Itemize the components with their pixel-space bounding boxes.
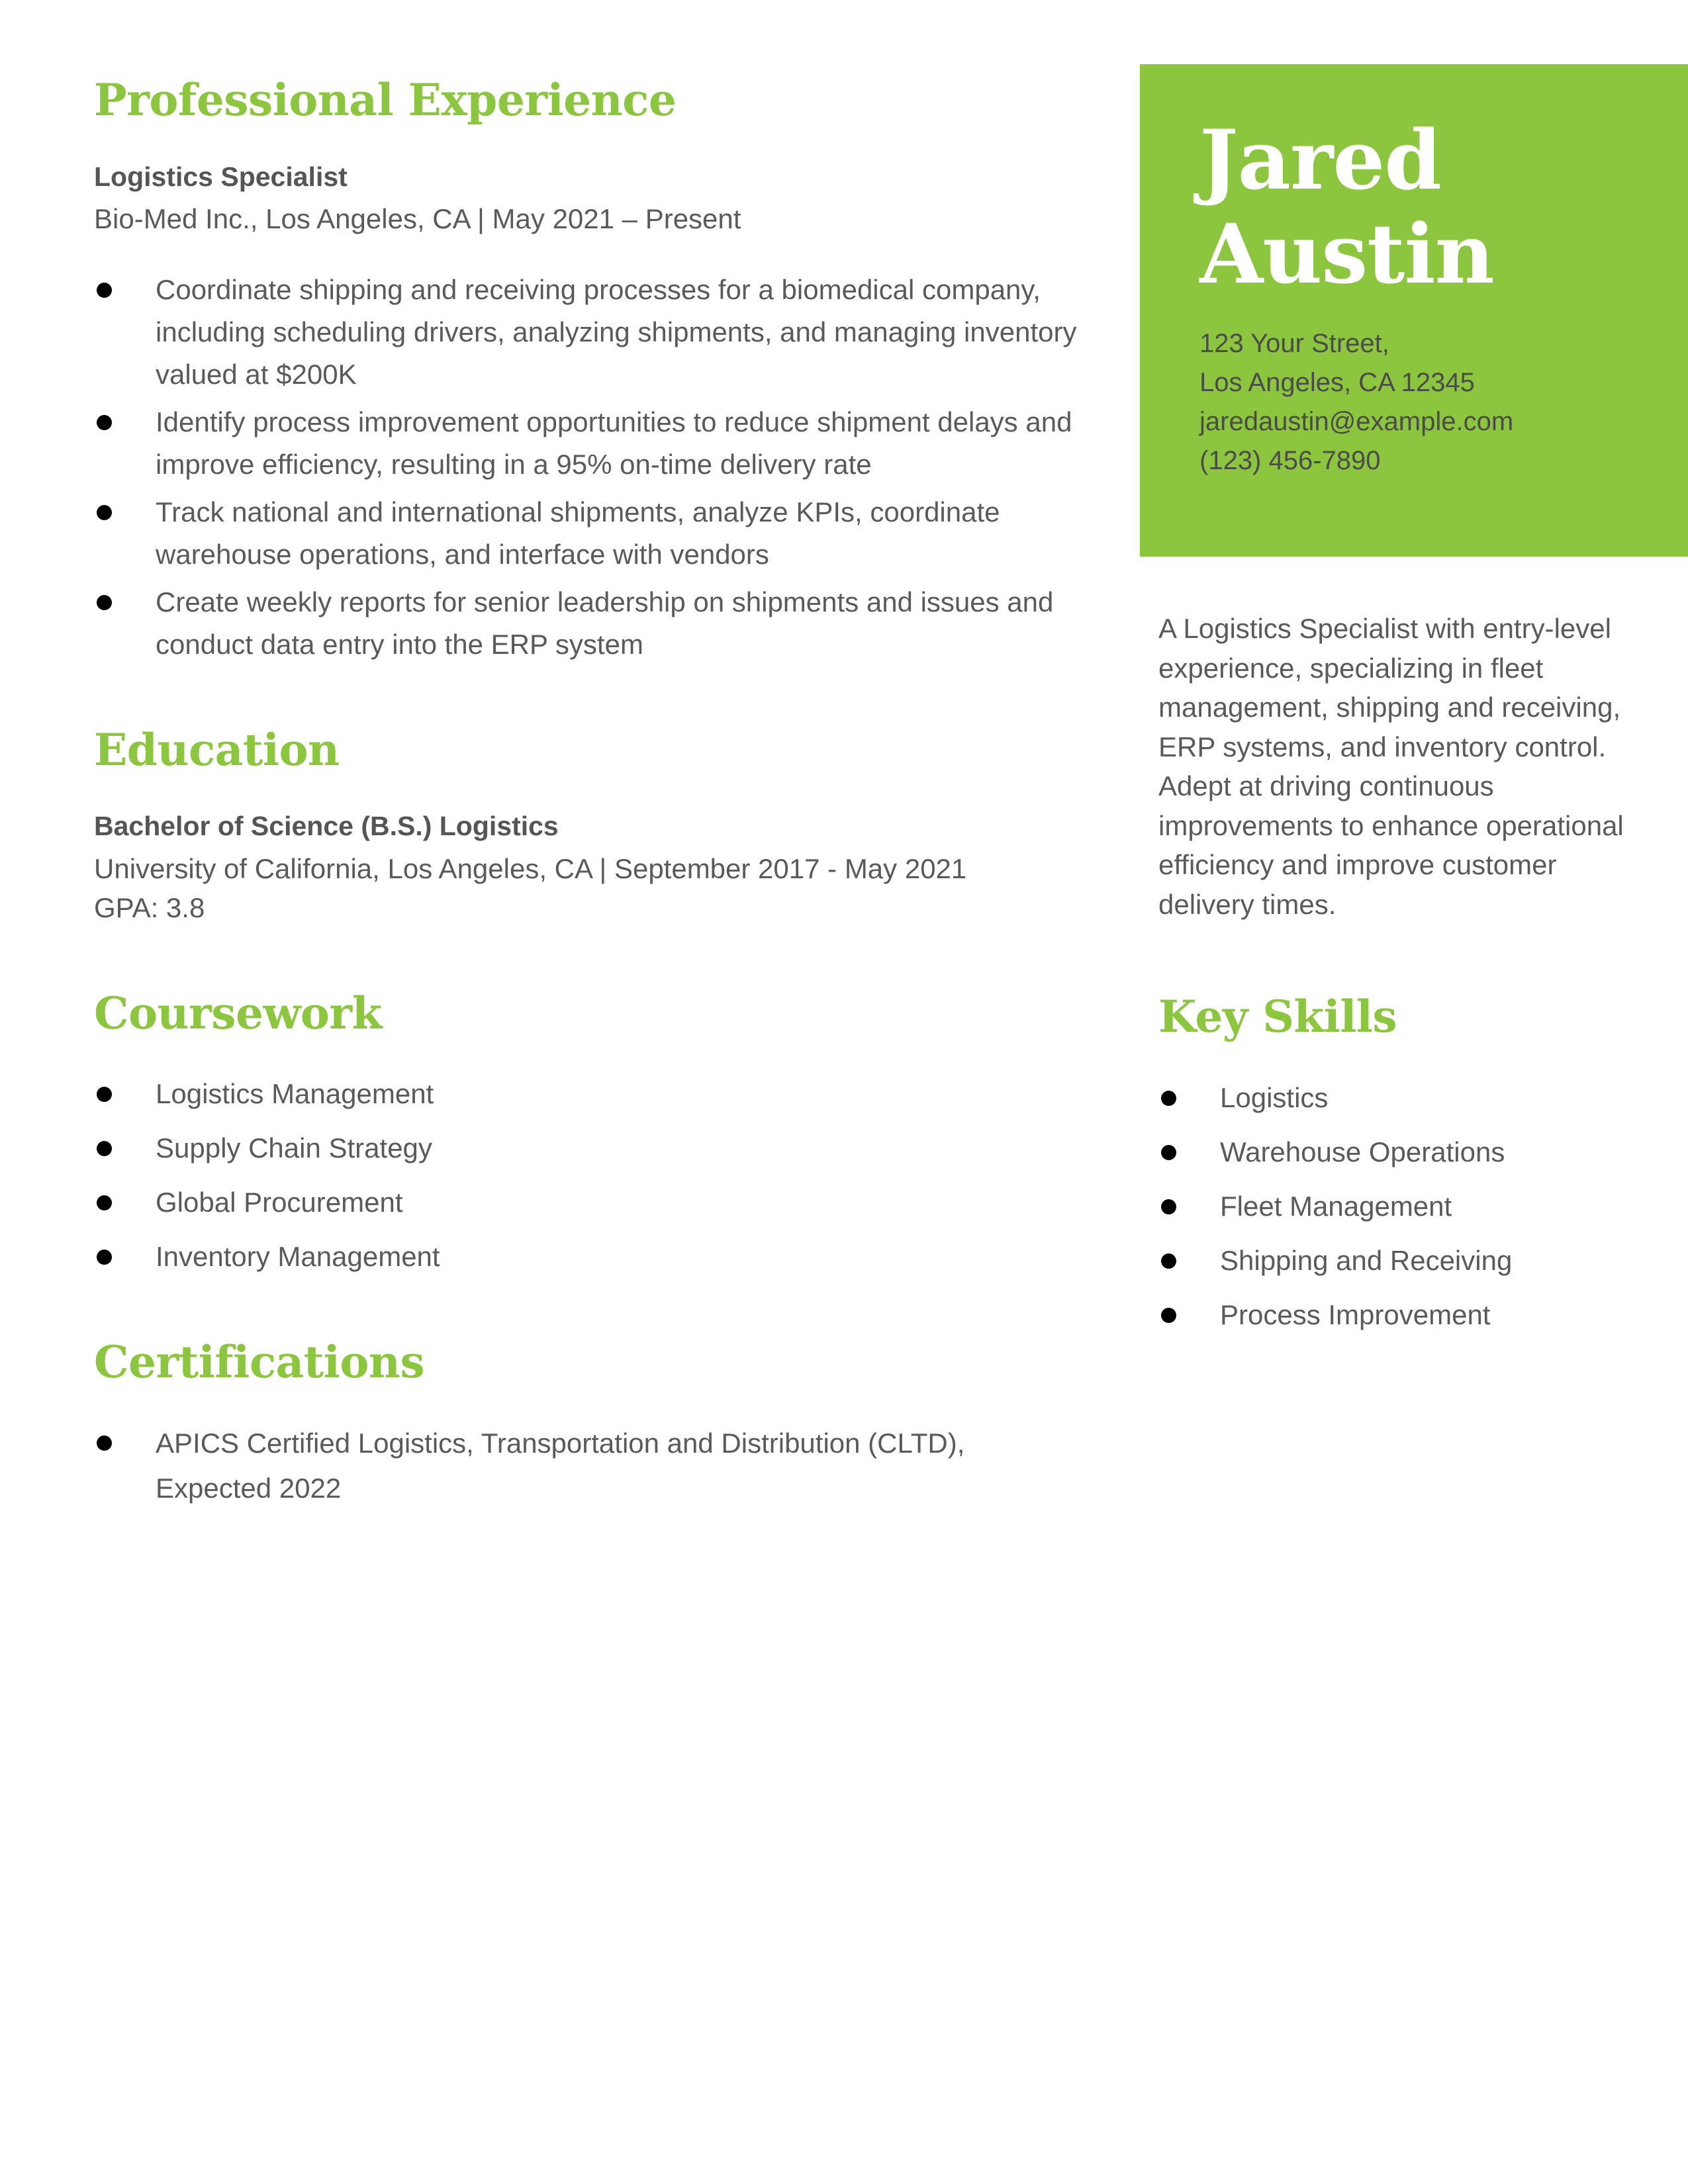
experience-bullet: Coordinate shipping and receiving processes for a biomedical company, including scheduling drivers, analyzing shipments, and managing inventory valued at $200K: [94, 269, 1087, 396]
skill-item: Warehouse Operations: [1158, 1133, 1635, 1171]
coursework-section: [94, 989, 1087, 1277]
experience-section: [94, 76, 1087, 666]
last-name: Austin: [1199, 206, 1494, 302]
coursework-item: Global Procurement: [94, 1183, 1087, 1222]
experience-bullet: Create weekly reports for senior leadership on shipments and issues and conduct data entry into the ERP system: [94, 581, 1087, 666]
contact-info: [1199, 324, 1513, 480]
gpa: GPA: 3.8: [94, 891, 205, 923]
side-column: [1158, 609, 1635, 1350]
skills-list: [1158, 1079, 1635, 1334]
certification-item: APICS Certified Logistics, Transportation and Distribution (CLTD), Expected 2022: [94, 1421, 1087, 1511]
candidate-name: [1199, 114, 1494, 302]
contact-street: 123 Your Street,: [1199, 329, 1389, 358]
skill-item: Fleet Management: [1158, 1187, 1635, 1226]
contact-city: Los Angeles, CA 12345: [1199, 368, 1475, 397]
skill-item: Shipping and Receiving: [1158, 1242, 1635, 1280]
main-column: [94, 76, 1087, 1511]
experience-heading: Professional Experience: [94, 74, 677, 126]
contact-email[interactable]: jaredaustin@example.com: [1199, 407, 1514, 436]
coursework-item: Supply Chain Strategy: [94, 1129, 1087, 1167]
school: University of California, Los Angeles, CA | September 2017 - May 2021: [94, 852, 967, 884]
certifications-section: [94, 1338, 1087, 1511]
skill-item: Logistics: [1158, 1079, 1635, 1117]
name-contact-panel: [1140, 64, 1688, 557]
degree: Bachelor of Science (B.S.) Logistics: [94, 811, 559, 842]
experience-bullet: Identify process improvement opportunities to reduce shipment delays and improve efficiency, resulting in a 95% on-time delivery rate: [94, 401, 1087, 486]
education-section: [94, 723, 1087, 927]
certifications-heading: Certifications: [94, 1336, 424, 1388]
coursework-item: Logistics Management: [94, 1075, 1087, 1113]
education-heading: Education: [94, 723, 340, 776]
job-meta: Bio-Med Inc., Los Angeles, CA | May 2021 – Present: [94, 203, 741, 234]
job-title: Logistics Specialist: [94, 161, 348, 192]
skills-heading: Key Skills: [1158, 991, 1397, 1042]
coursework-heading: Coursework: [94, 987, 382, 1039]
certifications-list: [94, 1421, 1087, 1511]
first-name: Jared: [1199, 113, 1441, 208]
skill-item: Process Improvement: [1158, 1296, 1635, 1334]
experience-bullets: [94, 269, 1087, 666]
skills-section: [1158, 993, 1635, 1334]
professional-summary: A Logistics Specialist with entry-level experience, specializing in fleet management, shipping and receiving, ERP systems, and inventory control. Adept at driving continuous improvements to enhance operational efficiency and improve customer delivery times.: [1158, 613, 1624, 920]
coursework-item: Inventory Management: [94, 1238, 1087, 1276]
coursework-list: [94, 1075, 1087, 1276]
experience-bullet: Track national and international shipments, analyze KPIs, coordinate warehouse operations, and interface with vendors: [94, 491, 1087, 576]
contact-phone: (123) 456-7890: [1199, 446, 1381, 475]
